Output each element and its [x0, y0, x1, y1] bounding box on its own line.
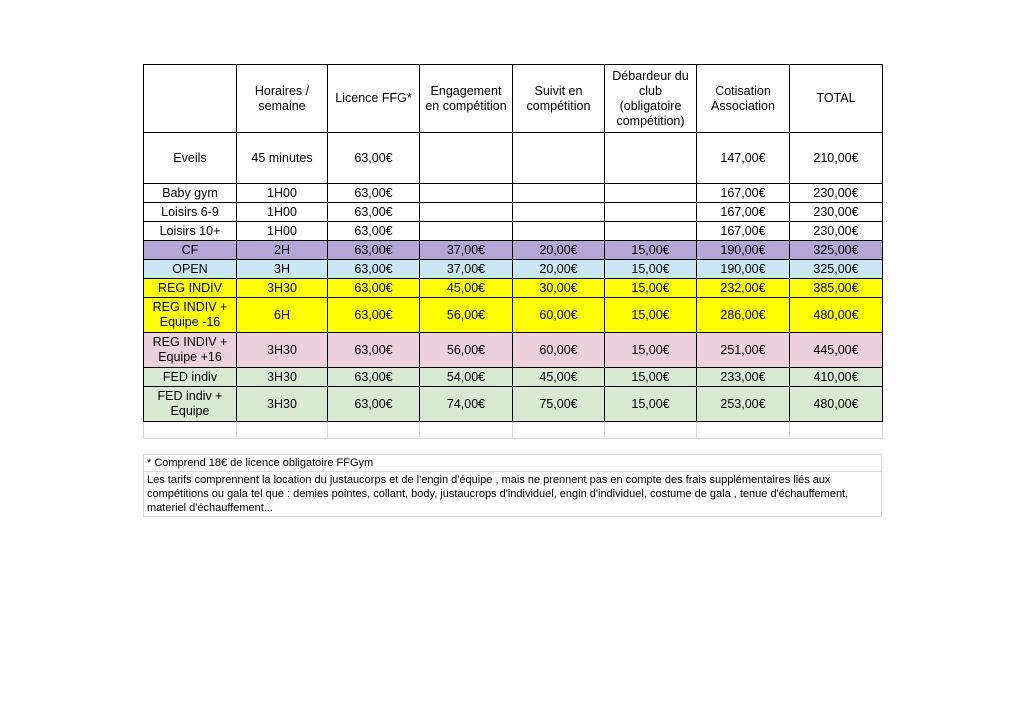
- empty-cell: [144, 422, 237, 439]
- horaires-cell: 3H30: [237, 279, 328, 298]
- empty-cell: [328, 422, 420, 439]
- cotisation-cell: 167,00€: [697, 184, 790, 203]
- debardeur-cell: [605, 222, 697, 241]
- row-label: FED indiv + Equipe: [144, 387, 237, 422]
- row-label: REG INDIV + Equipe -16: [144, 298, 237, 333]
- cotisation-cell: 232,00€: [697, 279, 790, 298]
- debardeur-cell: [605, 184, 697, 203]
- row-label: FED indiv: [144, 368, 237, 387]
- table-row-fed-indiv: [144, 368, 883, 387]
- engagement-cell: 37,00€: [420, 241, 513, 260]
- footnote-text: * Comprend 18€ de licence obligatoire FFGym: [144, 455, 882, 472]
- total-cell: 230,00€: [790, 222, 883, 241]
- total-cell: 230,00€: [790, 203, 883, 222]
- cotisation-cell: 190,00€: [697, 260, 790, 279]
- row-label: Loisirs 6-9: [144, 203, 237, 222]
- cotisation-cell: 253,00€: [697, 387, 790, 422]
- pricing-table: [143, 64, 883, 439]
- cotisation-cell: 251,00€: [697, 333, 790, 368]
- cotisation-cell: 286,00€: [697, 298, 790, 333]
- row-label: OPEN: [144, 260, 237, 279]
- cotisation-cell: 147,00€: [697, 133, 790, 184]
- licence-cell: 63,00€: [328, 222, 420, 241]
- horaires-cell: 1H00: [237, 203, 328, 222]
- cotisation-cell: 167,00€: [697, 222, 790, 241]
- engagement-cell: 56,00€: [420, 333, 513, 368]
- table-row-reg-indiv-equipe-16: [144, 298, 883, 333]
- empty-cell: [237, 422, 328, 439]
- engagement-cell: [420, 133, 513, 184]
- table-row-empty: [144, 422, 883, 439]
- total-cell: 230,00€: [790, 184, 883, 203]
- tarifs-text: Les tarifs comprennent la location du justaucorps et de l'engin d'équipe , mais ne prennent pas en compte des frais supplémentaires liés aux compétitions ou gala tel que : demies pointes, collant, body, justaucrops d'individuel, engin d'individuel, costume de gala , tenue d'échauffement, materiel d'échauffement...: [144, 472, 882, 517]
- horaires-cell: 45 minutes: [237, 133, 328, 184]
- total-cell: 385,00€: [790, 279, 883, 298]
- header-licence: Licence FFG*: [328, 65, 420, 133]
- licence-cell: 63,00€: [328, 184, 420, 203]
- horaires-cell: 3H30: [237, 368, 328, 387]
- suivit-cell: 45,00€: [513, 368, 605, 387]
- empty-cell: [513, 422, 605, 439]
- header-total: TOTAL: [790, 65, 883, 133]
- empty-cell: [605, 422, 697, 439]
- header-cell-empty: [144, 65, 237, 133]
- licence-cell: 63,00€: [328, 133, 420, 184]
- debardeur-cell: 15,00€: [605, 279, 697, 298]
- engagement-cell: 74,00€: [420, 387, 513, 422]
- horaires-cell: 1H00: [237, 184, 328, 203]
- suivit-cell: [513, 184, 605, 203]
- suivit-cell: 20,00€: [513, 241, 605, 260]
- suivit-cell: 60,00€: [513, 333, 605, 368]
- empty-cell: [697, 422, 790, 439]
- engagement-cell: 54,00€: [420, 368, 513, 387]
- licence-cell: 63,00€: [328, 260, 420, 279]
- licence-cell: 63,00€: [328, 203, 420, 222]
- horaires-cell: 6H: [237, 298, 328, 333]
- suivit-cell: [513, 203, 605, 222]
- horaires-cell: 3H30: [237, 387, 328, 422]
- table-row-eveils: [144, 133, 883, 184]
- table-row-open: [144, 260, 883, 279]
- row-label: CF: [144, 241, 237, 260]
- row-label: Baby gym: [144, 184, 237, 203]
- suivit-cell: 20,00€: [513, 260, 605, 279]
- debardeur-cell: 15,00€: [605, 298, 697, 333]
- cotisation-cell: 233,00€: [697, 368, 790, 387]
- suivit-cell: 75,00€: [513, 387, 605, 422]
- horaires-cell: 2H: [237, 241, 328, 260]
- horaires-cell: 3H30: [237, 333, 328, 368]
- empty-cell: [420, 422, 513, 439]
- table-row-loisirs-10: [144, 222, 883, 241]
- row-label: REG INDIV + Equipe +16: [144, 333, 237, 368]
- total-cell: 445,00€: [790, 333, 883, 368]
- table-row-reg-indiv: [144, 279, 883, 298]
- total-cell: 325,00€: [790, 260, 883, 279]
- header-row: [144, 65, 883, 133]
- header-debardeur: Débardeur du club (obligatoire compétition): [605, 65, 697, 133]
- header-horaires: Horaires / semaine: [237, 65, 328, 133]
- licence-cell: 63,00€: [328, 387, 420, 422]
- horaires-cell: 3H: [237, 260, 328, 279]
- row-label: REG INDIV: [144, 279, 237, 298]
- engagement-cell: [420, 184, 513, 203]
- horaires-cell: 1H00: [237, 222, 328, 241]
- debardeur-cell: 15,00€: [605, 387, 697, 422]
- cotisation-cell: 167,00€: [697, 203, 790, 222]
- engagement-cell: 56,00€: [420, 298, 513, 333]
- row-label: Loisirs 10+: [144, 222, 237, 241]
- debardeur-cell: [605, 133, 697, 184]
- debardeur-cell: 15,00€: [605, 241, 697, 260]
- engagement-cell: [420, 203, 513, 222]
- suivit-cell: 30,00€: [513, 279, 605, 298]
- total-cell: 410,00€: [790, 368, 883, 387]
- row-label: Eveils: [144, 133, 237, 184]
- licence-cell: 63,00€: [328, 298, 420, 333]
- empty-cell: [790, 422, 883, 439]
- engagement-cell: 37,00€: [420, 260, 513, 279]
- notes-table: [143, 454, 882, 517]
- debardeur-cell: [605, 203, 697, 222]
- header-suivit: Suivit en compétition: [513, 65, 605, 133]
- licence-cell: 63,00€: [328, 333, 420, 368]
- suivit-cell: 60,00€: [513, 298, 605, 333]
- table-row-loisirs-6-9: [144, 203, 883, 222]
- tarifs-row: [144, 472, 882, 517]
- table-row-reg-indiv-equipe-plus16: [144, 333, 883, 368]
- engagement-cell: 45,00€: [420, 279, 513, 298]
- footnote-row: [144, 455, 882, 472]
- engagement-cell: [420, 222, 513, 241]
- table-row-baby-gym: [144, 184, 883, 203]
- total-cell: 480,00€: [790, 298, 883, 333]
- total-cell: 480,00€: [790, 387, 883, 422]
- header-cotisation: Cotisation Association: [697, 65, 790, 133]
- total-cell: 210,00€: [790, 133, 883, 184]
- header-engagement: Engagement en compétition: [420, 65, 513, 133]
- suivit-cell: [513, 133, 605, 184]
- cotisation-cell: 190,00€: [697, 241, 790, 260]
- debardeur-cell: 15,00€: [605, 333, 697, 368]
- licence-cell: 63,00€: [328, 368, 420, 387]
- debardeur-cell: 15,00€: [605, 260, 697, 279]
- suivit-cell: [513, 222, 605, 241]
- total-cell: 325,00€: [790, 241, 883, 260]
- debardeur-cell: 15,00€: [605, 368, 697, 387]
- licence-cell: 63,00€: [328, 241, 420, 260]
- table-row-fed-indiv-equipe: [144, 387, 883, 422]
- licence-cell: 63,00€: [328, 279, 420, 298]
- table-row-cf: [144, 241, 883, 260]
